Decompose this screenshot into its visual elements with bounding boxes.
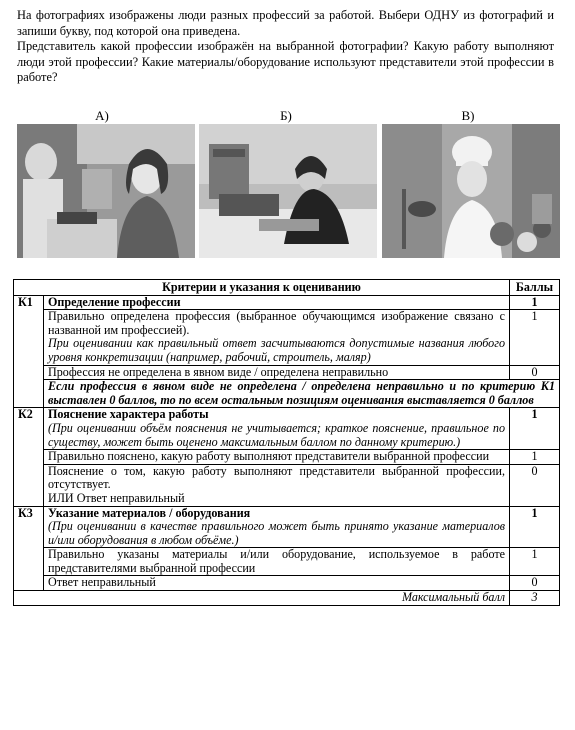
criterion-max-k3: 1	[510, 506, 560, 548]
k1-row1-cell	[44, 310, 510, 365]
max-score-label: Максимальный балл	[14, 591, 510, 606]
criterion-title-k2: Пояснение характера работы	[48, 407, 209, 422]
criterion-code-k3: К3	[14, 506, 44, 591]
table-row	[14, 450, 560, 465]
criterion-title-k1: Определение профессии	[44, 295, 510, 310]
k3-row1-points: 1	[510, 548, 560, 576]
criterion-max-k1: 1	[510, 295, 560, 310]
table-row	[14, 548, 560, 576]
table-row	[14, 576, 560, 591]
table-row	[14, 310, 560, 365]
table-row	[14, 591, 560, 606]
k3-row1-text: Правильно указаны материалы и/или оборудование, используемое в работе представителями выбранной профессии	[44, 548, 510, 576]
header-points: Баллы	[510, 280, 560, 296]
max-score-value: 3	[510, 591, 560, 606]
table-row	[14, 365, 560, 380]
photo-label-v: В)	[461, 108, 475, 123]
header-criteria: Критерии и указания к оцениванию	[14, 280, 510, 296]
k2-row2-points: 0	[510, 464, 560, 506]
k2-row2-text2: ИЛИ Ответ неправильный	[48, 490, 185, 505]
k3-row2-text: Ответ неправильный	[44, 576, 510, 591]
k2-comment: (При оценивании объём пояснения не учитывается; краткое пояснение, правильное по существу, может быть оценено максимальным баллом по данному критерию.)	[48, 420, 505, 449]
k1-row1-points: 1	[510, 310, 560, 365]
photo-cook-image	[382, 124, 560, 258]
k3-row2-points: 0	[510, 576, 560, 591]
k2-row1-points: 1	[510, 450, 560, 465]
photo-label-b: Б)	[280, 108, 292, 123]
table-row	[14, 464, 560, 506]
k1-row2-text: Профессия не определена в явном виде / определена неправильно	[44, 365, 510, 380]
table-row	[14, 380, 560, 408]
criterion-max-k2: 1	[510, 408, 560, 450]
criterion-code-k1: К1	[14, 295, 44, 408]
criterion-code-k2: К2	[14, 408, 44, 506]
k2-row1-text: Правильно пояснено, какую работу выполняют представители выбранной профессии	[44, 450, 510, 465]
photo-seamstress-image	[199, 124, 377, 258]
k2-row2-text: Пояснение о том, какую работу выполняют представители выбранной профессии, отсутствует.	[48, 463, 505, 492]
criteria-table	[13, 279, 560, 606]
k1-row2-points: 0	[510, 365, 560, 380]
task-paragraph-2: Представитель какой профессии изображён на выбранной фотографии? Какую работу выполняют люди этой профессии? Какие материалы/оборудование используют представители этой профессии в работе?	[17, 39, 554, 84]
k2-row2-cell	[44, 464, 510, 506]
task-text	[17, 8, 554, 86]
table-row	[14, 295, 560, 310]
photo-cashier[interactable]	[17, 124, 195, 258]
photo-label-a: А)	[95, 108, 109, 123]
k3-title-cell	[44, 506, 510, 548]
k1-row1-text: Правильно определена профессия (выбранное обучающимся изображение связано с названной им профессией).	[48, 309, 505, 337]
criterion-title-k3: Указание материалов / оборудования	[48, 505, 251, 520]
k2-title-cell	[44, 408, 510, 450]
table-row	[14, 408, 560, 450]
task-paragraph-1: На фотографиях изображены люди разных профессий за работой. Выбери ОДНУ из фотографий и запиши букву, под которой она приведена.	[17, 8, 554, 38]
photo-cashier-image	[17, 124, 195, 258]
k3-comment: (При оценивании в качестве правильного может быть принято указание материалов и/или оборудования в любом объёме.)	[48, 519, 505, 547]
k1-row1-note: При оценивании как правильный ответ засчитываются допустимые названия любого уровня конкретизации (например, рабочий, строитель, маляр)	[48, 336, 505, 364]
k1-note: Если профессия в явном виде не определена / определена неправильно и по критерию К1 выставлен 0 баллов, то по всем остальным позициям оценивания выставляется 0 баллов	[44, 380, 560, 408]
photo-cook[interactable]	[382, 124, 560, 258]
table-header-row	[14, 280, 560, 296]
table-row	[14, 506, 560, 548]
photo-seamstress[interactable]	[199, 124, 377, 258]
